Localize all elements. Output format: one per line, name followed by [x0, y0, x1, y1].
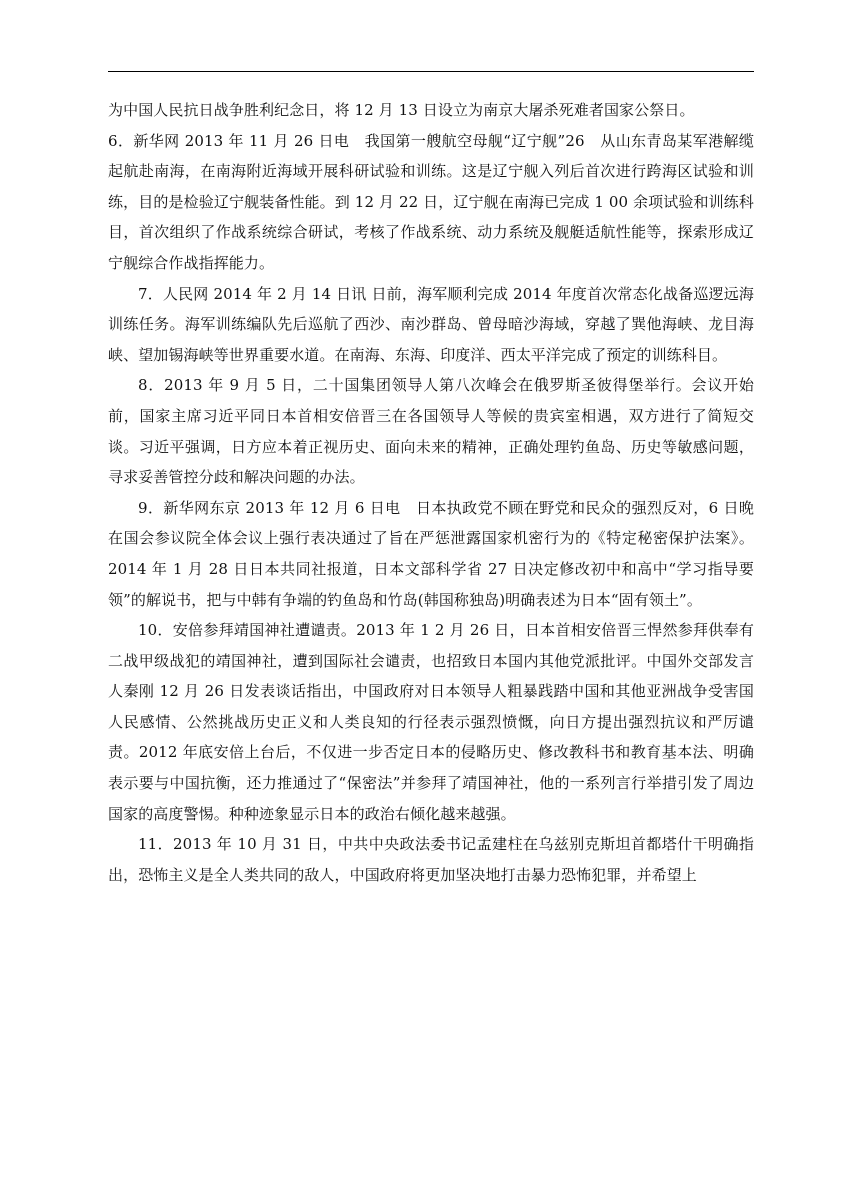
paragraph-continuation: 为中国人民抗日战争胜利纪念日，将 12 月 13 日设立为南京大屠杀死难者国家公祭日。: [108, 101, 695, 119]
document-body: [108, 95, 754, 890]
paragraph-item-11: 11．2013 年 10 月 31 日，中共中央政法委书记孟建柱在乌兹别克斯坦首都塔什干明确指出，恐怖主义是全人类共同的敌人，中国政府将更加坚决地打击暴力恐怖犯罪，并希望上: [108, 835, 754, 884]
paragraph-item-6: 6．新华网 2013 年 11 月 26 日电 我国第一艘航空母舰“辽宁舰”26 从山东青岛某军港解缆起航赴南海，在南海附近海域开展科研试验和训练。这是辽宁舰入列后首次进行跨海区试验和训练，目的是检验辽宁舰装备性能。到 12 月 22 日，辽宁舰在南海已完成 1 00 余项试验和训练科目，首次组织了作战系统综合研试，考核了作战系统、动力系统及舰艇适航性能等，探索形成辽宁舰综合作战指挥能力。: [108, 131, 754, 272]
paragraph-item-9: 9．新华网东京 2013 年 12 月 6 日电 日本执政党不顾在野党和民众的强烈反对，6 日晚在国会参议院全体会议上强行表决通过了旨在严惩泄露国家机密行为的《特定秘密保护法案》。2014 年 1 月 28 日日本共同社报道，日本文部科学省 27 日决定修改初中和高中“学习指导要领”的解说书，把与中韩有争端的钓鱼岛和竹岛(韩国称独岛)明确表述为日本“固有领土”。: [108, 498, 754, 609]
header-rule: [108, 71, 754, 72]
paragraph-item-7: 7．人民网 2014 年 2 月 14 日讯 日前，海军顺利完成 2014 年度首次常态化战备巡逻远海训练任务。海军训练编队先后巡航了西沙、南沙群岛、曾母暗沙海域，穿越了巽他海峡、龙目海峡、望加锡海峡等世界重要水道。在南海、东海、印度洋、西太平洋完成了预定的训练科目。: [108, 284, 754, 364]
paragraph-item-10: 10．安倍参拜靖国神社遭谴责。2013 年 1 2 月 26 日，日本首相安倍晋三悍然参拜供奉有二战甲级战犯的靖国神社，遭到国际社会谴责，也招致日本国内其他党派批评。中国外交部发言人秦刚 12 月 26 日发表谈话指出，中国政府对日本领导人粗暴践踏中国和其他亚洲战争受害国人民感情、公然挑战历史正义和人类良知的行径表示强烈愤慨，向日方提出强烈抗议和严厉谴责。2012 年底安倍上台后，不仅进一步否定日本的侵略历史、修改教科书和教育基本法、明确表示要与中国抗衡，还力推通过了“保密法”并参拜了靖国神社，他的一系列言行举措引发了周边国家的高度警惕。种种迹象显示日本的政治右倾化越来越强。: [108, 621, 754, 823]
paragraph-item-8: 8．2013 年 9 月 5 日，二十国集团领导人第八次峰会在俄罗斯圣彼得堡举行。会议开始前，国家主席习近平同日本首相安倍晋三在各国领导人等候的贵宾室相遇，双方进行了简短交谈。习近平强调，日方应本着正视历史、面向未来的精神，正确处理钓鱼岛、历史等敏感问题，寻求妥善管控分歧和解决问题的办法。: [108, 376, 754, 487]
